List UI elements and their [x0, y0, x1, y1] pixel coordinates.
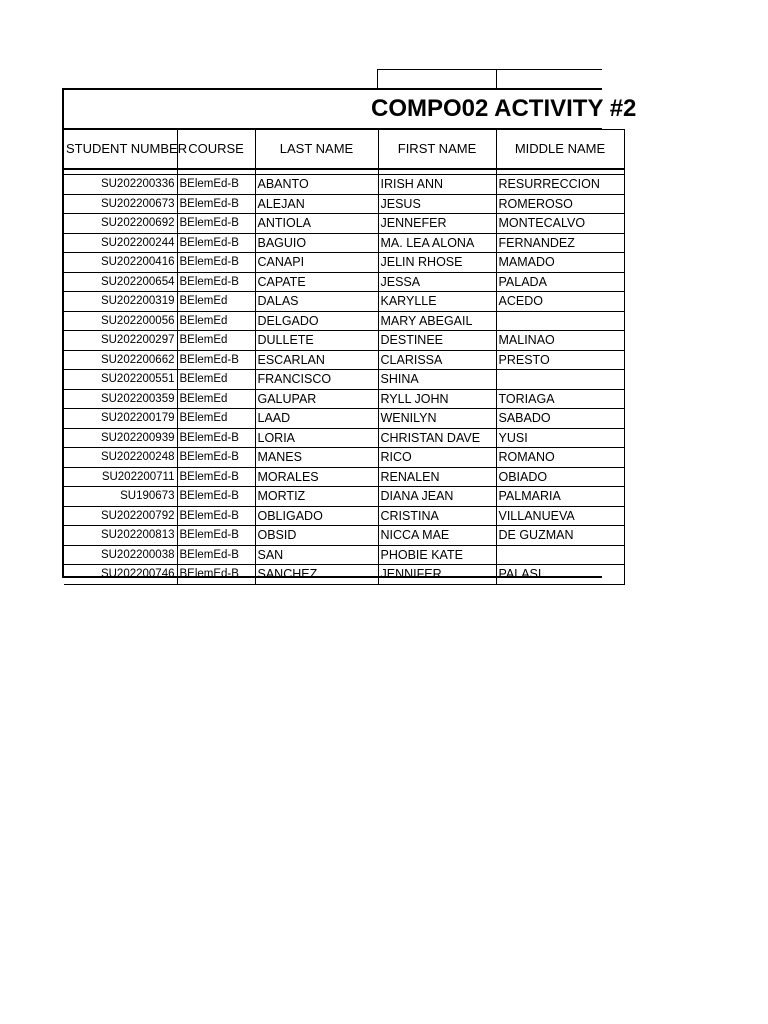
course-cell[interactable]: BElemEd-B [177, 545, 255, 565]
student-number-cell[interactable]: SU202200297 [64, 331, 177, 351]
course-cell[interactable]: BElemEd [177, 292, 255, 312]
course-cell[interactable]: BElemEd-B [177, 175, 255, 195]
course-cell[interactable]: BElemEd-B [177, 448, 255, 468]
table-row [64, 175, 624, 195]
course-cell[interactable]: BElemEd-B [177, 253, 255, 273]
first-name-cell[interactable]: MA. LEA ALONA [378, 233, 496, 253]
middle-name-cell[interactable]: PALASI [496, 565, 624, 585]
first-name-cell[interactable]: KARYLLE [378, 292, 496, 312]
table-row [64, 487, 624, 507]
last-name-cell[interactable]: SAN [255, 545, 378, 565]
middle-name-cell[interactable]: MONTECALVO [496, 214, 624, 234]
last-name-cell[interactable]: SANCHEZ [255, 565, 378, 585]
course-cell[interactable]: BElemEd [177, 331, 255, 351]
student-number-cell[interactable]: SU202200551 [64, 370, 177, 390]
middle-name-cell[interactable]: ROMANO [496, 448, 624, 468]
student-number-cell[interactable]: SU202200179 [64, 409, 177, 429]
table-row [64, 272, 624, 292]
first-name-cell[interactable]: JENNEFER [378, 214, 496, 234]
header-row [64, 130, 624, 170]
table-row [64, 428, 624, 448]
column-header[interactable]: LAST NAME [255, 130, 378, 170]
last-name-cell[interactable]: CAPATE [255, 272, 378, 292]
table-row [64, 526, 624, 546]
course-cell[interactable]: BElemEd [177, 409, 255, 429]
first-name-cell[interactable]: JESSA [378, 272, 496, 292]
middle-name-cell[interactable]: OBIADO [496, 467, 624, 487]
middle-name-cell[interactable]: RESURRECCION [496, 175, 624, 195]
column-header[interactable]: COURSE [177, 130, 255, 170]
first-name-cell[interactable]: MARY ABEGAIL [378, 311, 496, 331]
first-name-cell[interactable]: JENNIFER [378, 565, 496, 585]
table-row [64, 409, 624, 429]
first-name-cell[interactable]: DESTINEE [378, 331, 496, 351]
first-name-cell[interactable]: IRISH ANN [378, 175, 496, 195]
last-name-cell[interactable]: ESCARLAN [255, 350, 378, 370]
student-number-cell[interactable]: SU202200673 [64, 194, 177, 214]
last-name-cell[interactable]: OBSID [255, 526, 378, 546]
middle-name-cell[interactable] [496, 545, 624, 565]
student-number-cell[interactable]: SU202200813 [64, 526, 177, 546]
last-name-cell[interactable]: BAGUIO [255, 233, 378, 253]
course-cell[interactable]: BElemEd-B [177, 350, 255, 370]
middle-name-cell[interactable]: MALINAO [496, 331, 624, 351]
student-number-cell[interactable]: SU202200336 [64, 175, 177, 195]
last-name-cell[interactable]: GALUPAR [255, 389, 378, 409]
middle-name-cell[interactable]: PALADA [496, 272, 624, 292]
course-cell[interactable]: BElemEd-B [177, 214, 255, 234]
middle-name-cell[interactable]: FERNANDEZ [496, 233, 624, 253]
middle-name-cell[interactable]: PALMARIA [496, 487, 624, 507]
last-name-cell[interactable]: LORIA [255, 428, 378, 448]
last-name-cell[interactable]: LAAD [255, 409, 378, 429]
course-cell[interactable]: BElemEd [177, 311, 255, 331]
table-row [64, 331, 624, 351]
student-table [64, 129, 625, 585]
student-number-cell[interactable]: SU202200319 [64, 292, 177, 312]
first-name-cell[interactable]: JELIN RHOSE [378, 253, 496, 273]
middle-name-cell[interactable]: YUSI [496, 428, 624, 448]
first-name-cell[interactable]: CHRISTAN DAVE [378, 428, 496, 448]
first-name-cell[interactable]: WENILYN [378, 409, 496, 429]
course-cell[interactable]: BElemEd [177, 370, 255, 390]
middle-name-cell[interactable]: DE GUZMAN [496, 526, 624, 546]
first-name-cell[interactable]: RYLL JOHN [378, 389, 496, 409]
last-name-cell[interactable]: MORTIZ [255, 487, 378, 507]
course-cell[interactable]: BElemEd-B [177, 467, 255, 487]
last-name-cell[interactable]: FRANCISCO [255, 370, 378, 390]
first-name-cell[interactable]: JESUS [378, 194, 496, 214]
middle-name-cell[interactable]: VILLANUEVA [496, 506, 624, 526]
first-name-cell[interactable]: SHINA [378, 370, 496, 390]
table-row [64, 545, 624, 565]
last-name-cell[interactable]: MANES [255, 448, 378, 468]
student-number-cell[interactable]: SU202200416 [64, 253, 177, 273]
last-name-cell[interactable]: ANTIOLA [255, 214, 378, 234]
table-row [64, 194, 624, 214]
last-name-cell[interactable]: DALAS [255, 292, 378, 312]
course-cell[interactable]: BElemEd-B [177, 487, 255, 507]
middle-name-cell[interactable]: ROMEROSO [496, 194, 624, 214]
middle-name-cell[interactable]: SABADO [496, 409, 624, 429]
table-row [64, 448, 624, 468]
last-name-cell[interactable]: MORALES [255, 467, 378, 487]
middle-name-cell[interactable] [496, 370, 624, 390]
column-header[interactable]: STUDENT NUMBER [64, 130, 177, 170]
last-name-cell[interactable]: DELGADO [255, 311, 378, 331]
last-name-cell[interactable]: ALEJAN [255, 194, 378, 214]
last-name-cell[interactable]: ABANTO [255, 175, 378, 195]
student-number-cell[interactable]: SU202200711 [64, 467, 177, 487]
last-name-cell[interactable]: CANAPI [255, 253, 378, 273]
top-cell[interactable] [496, 69, 602, 89]
course-cell[interactable]: BElemEd-B [177, 526, 255, 546]
first-name-cell[interactable]: PHOBIE KATE [378, 545, 496, 565]
first-name-cell[interactable]: RENALEN [378, 467, 496, 487]
first-name-cell[interactable]: CLARISSA [378, 350, 496, 370]
table-row [64, 350, 624, 370]
sheet-title: COMPO02 ACTIVITY #2 [371, 95, 637, 122]
middle-name-cell[interactable]: PRESTO [496, 350, 624, 370]
student-number-cell[interactable]: SU202200056 [64, 311, 177, 331]
student-number-cell[interactable]: SU202200692 [64, 214, 177, 234]
student-number-cell[interactable]: SU202200359 [64, 389, 177, 409]
top-header-cells [377, 69, 602, 88]
table-row [64, 253, 624, 273]
table-row [64, 389, 624, 409]
table-row [64, 370, 624, 390]
first-name-cell[interactable]: NICCA MAE [378, 526, 496, 546]
course-cell[interactable]: BElemEd-B [177, 565, 255, 585]
first-name-cell[interactable]: DIANA JEAN [378, 487, 496, 507]
middle-name-cell[interactable]: TORIAGA [496, 389, 624, 409]
student-number-cell[interactable]: SU202200939 [64, 428, 177, 448]
table-row [64, 565, 624, 585]
course-cell[interactable]: BElemEd [177, 389, 255, 409]
table-row [64, 233, 624, 253]
title-row [64, 90, 637, 129]
course-cell[interactable]: BElemEd-B [177, 272, 255, 292]
course-cell[interactable]: BElemEd-B [177, 506, 255, 526]
student-number-cell[interactable]: SU202200746 [64, 565, 177, 585]
top-cell[interactable] [377, 69, 496, 89]
table-row [64, 214, 624, 234]
spreadsheet [62, 88, 637, 582]
table-row [64, 506, 624, 526]
first-name-cell[interactable]: RICO [378, 448, 496, 468]
course-cell[interactable]: BElemEd-B [177, 428, 255, 448]
student-number-cell[interactable]: SU202200038 [64, 545, 177, 565]
student-number-cell[interactable]: SU202200654 [64, 272, 177, 292]
course-cell[interactable]: BElemEd-B [177, 233, 255, 253]
first-name-cell[interactable]: CRISTINA [378, 506, 496, 526]
middle-name-cell[interactable] [496, 311, 624, 331]
table-row [64, 311, 624, 331]
student-number-cell[interactable]: SU202200662 [64, 350, 177, 370]
student-number-cell[interactable]: SU202200248 [64, 448, 177, 468]
course-cell[interactable]: BElemEd-B [177, 194, 255, 214]
middle-name-cell[interactable]: MAMADO [496, 253, 624, 273]
middle-name-cell[interactable]: ACEDO [496, 292, 624, 312]
column-header[interactable]: FIRST NAME [378, 130, 496, 170]
last-name-cell[interactable]: OBLIGADO [255, 506, 378, 526]
table-row [64, 292, 624, 312]
table-row [64, 467, 624, 487]
student-number-cell[interactable]: SU202200244 [64, 233, 177, 253]
student-number-cell[interactable]: SU190673 [64, 487, 177, 507]
last-name-cell[interactable]: DULLETE [255, 331, 378, 351]
column-header[interactable]: MIDDLE NAME [496, 130, 624, 170]
student-number-cell[interactable]: SU202200792 [64, 506, 177, 526]
